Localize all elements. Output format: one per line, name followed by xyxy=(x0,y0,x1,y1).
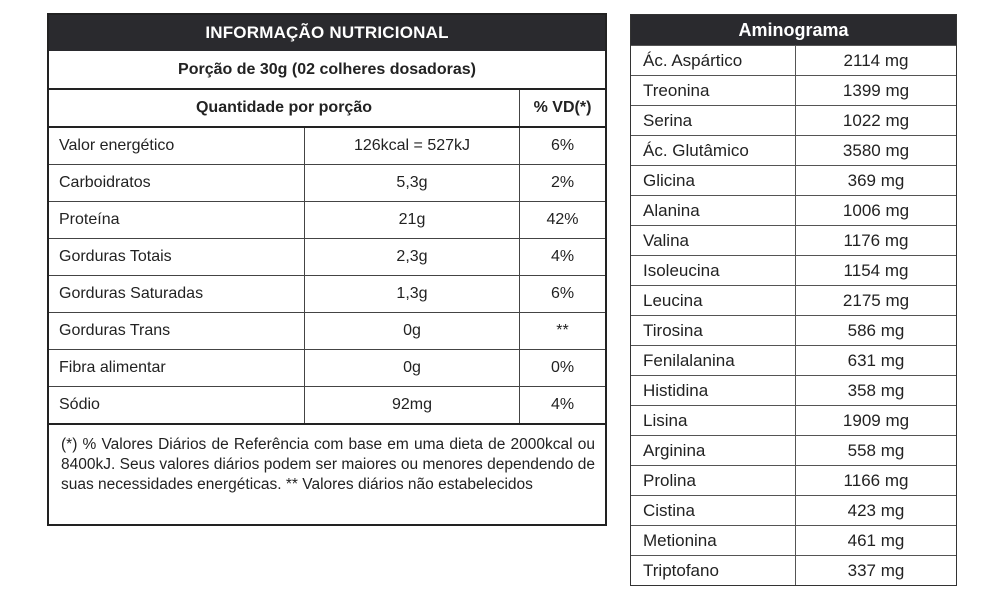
nutrition-column-headers xyxy=(49,90,605,128)
amino-acid-name: Fenilalanina xyxy=(631,346,796,375)
nutrient-vd: 6% xyxy=(550,285,575,302)
nutrient-amount: 1,3g xyxy=(305,276,520,312)
table-row xyxy=(49,313,605,350)
amino-acid-value: 3580 mg xyxy=(842,140,910,160)
nutrition-rows xyxy=(49,128,605,425)
nutrient-amount: 0g xyxy=(305,350,520,386)
table-row xyxy=(49,239,605,276)
amino-acid-value: 586 mg xyxy=(847,320,905,340)
table-row xyxy=(49,165,605,202)
amino-acid-name: Arginina xyxy=(631,436,796,465)
table-row xyxy=(631,405,956,435)
amino-acid-name: Triptofano xyxy=(631,556,796,585)
table-row xyxy=(631,285,956,315)
table-row xyxy=(631,495,956,525)
amino-acid-name: Valina xyxy=(631,226,796,255)
nutrient-amount: 92mg xyxy=(305,387,520,423)
amino-acid-name: Glicina xyxy=(631,166,796,195)
amino-acid-value: 369 mg xyxy=(847,170,905,190)
table-row xyxy=(631,135,956,165)
nutrient-amount: 2,3g xyxy=(305,239,520,275)
nutrient-vd: 42% xyxy=(546,211,579,228)
amino-acid-value: 1022 mg xyxy=(842,110,910,130)
table-row xyxy=(631,45,956,75)
vd-header: % VD(*) xyxy=(533,99,592,116)
aminogram-title: Aminograma xyxy=(631,15,956,45)
table-row xyxy=(631,165,956,195)
nutrient-vd: 4% xyxy=(550,248,575,265)
table-row xyxy=(49,128,605,165)
nutrient-name: Proteína xyxy=(49,202,305,238)
amino-acid-name: Histidina xyxy=(631,376,796,405)
nutrition-facts-table xyxy=(47,13,607,526)
table-row xyxy=(631,225,956,255)
table-row xyxy=(631,75,956,105)
amino-acid-name: Tirosina xyxy=(631,316,796,345)
nutrient-amount: 126kcal = 527kJ xyxy=(305,128,520,164)
nutrient-name: Carboidratos xyxy=(49,165,305,201)
table-row xyxy=(631,555,956,585)
portion-size: Porção de 30g (02 colheres dosadoras) xyxy=(49,51,605,90)
amino-acid-value: 1176 mg xyxy=(843,230,909,250)
amino-acid-value: 1154 mg xyxy=(843,260,909,280)
nutrient-vd: 6% xyxy=(550,137,575,154)
amino-acid-value: 2175 mg xyxy=(842,290,910,310)
nutrition-footnote: (*) % Valores Diários de Referência com base em uma dieta de 2000kcal ou 8400kJ. Seus valores diários podem ser maiores ou menores dependendo de suas necessidades energéticas. ** Valores diários não estabelecidos xyxy=(61,436,595,493)
table-row xyxy=(631,525,956,555)
nutrient-name: Fibra alimentar xyxy=(49,350,305,386)
amino-acid-name: Lisina xyxy=(631,406,796,435)
amino-acid-name: Cistina xyxy=(631,496,796,525)
amino-acid-name: Serina xyxy=(631,106,796,135)
amino-acid-name: Treonina xyxy=(631,76,796,105)
amino-acid-name: Ác. Aspártico xyxy=(631,46,796,75)
table-row xyxy=(631,255,956,285)
amino-acid-value: 461 mg xyxy=(847,530,905,550)
table-row xyxy=(49,387,605,425)
table-row xyxy=(631,315,956,345)
amino-acid-value: 1909 mg xyxy=(842,410,910,430)
amino-acid-value: 1399 mg xyxy=(842,80,910,100)
table-row xyxy=(631,345,956,375)
amino-acid-name: Leucina xyxy=(631,286,796,315)
amino-acid-name: Alanina xyxy=(631,196,796,225)
table-row xyxy=(631,105,956,135)
nutrient-amount: 0g xyxy=(305,313,520,349)
nutrition-title: INFORMAÇÃO NUTRICIONAL xyxy=(49,15,605,51)
nutrient-vd: 4% xyxy=(550,396,575,413)
table-row xyxy=(49,202,605,239)
nutrient-name: Gorduras Saturadas xyxy=(49,276,305,312)
amino-acid-value: 558 mg xyxy=(847,440,905,460)
amino-acid-value: 1006 mg xyxy=(842,200,910,220)
amino-acid-value: 423 mg xyxy=(847,500,905,520)
table-row xyxy=(49,276,605,313)
amino-acid-value: 337 mg xyxy=(847,560,905,580)
amino-acid-name: Metionina xyxy=(631,526,796,555)
amino-acid-value: 1166 mg xyxy=(843,470,909,490)
nutrient-name: Gorduras Trans xyxy=(49,313,305,349)
aminogram-table xyxy=(630,14,957,586)
quantity-header: Quantidade por porção xyxy=(49,90,520,126)
table-row xyxy=(631,195,956,225)
nutrient-amount: 21g xyxy=(305,202,520,238)
amino-acid-name: Isoleucina xyxy=(631,256,796,285)
table-row xyxy=(49,350,605,387)
aminogram-rows xyxy=(631,45,956,585)
nutrient-vd: 0% xyxy=(550,359,575,376)
nutrient-vd: ** xyxy=(556,322,569,339)
table-row xyxy=(631,435,956,465)
nutrient-name: Sódio xyxy=(49,387,305,423)
nutrient-name: Gorduras Totais xyxy=(49,239,305,275)
nutrient-name: Valor energético xyxy=(49,128,305,164)
nutrient-amount: 5,3g xyxy=(305,165,520,201)
nutrient-vd: 2% xyxy=(550,174,575,191)
table-row xyxy=(631,465,956,495)
amino-acid-name: Prolina xyxy=(631,466,796,495)
amino-acid-name: Ác. Glutâmico xyxy=(631,136,796,165)
amino-acid-value: 631 mg xyxy=(847,350,905,370)
table-row xyxy=(631,375,956,405)
amino-acid-value: 2114 mg xyxy=(843,50,909,70)
amino-acid-value: 358 mg xyxy=(847,380,905,400)
